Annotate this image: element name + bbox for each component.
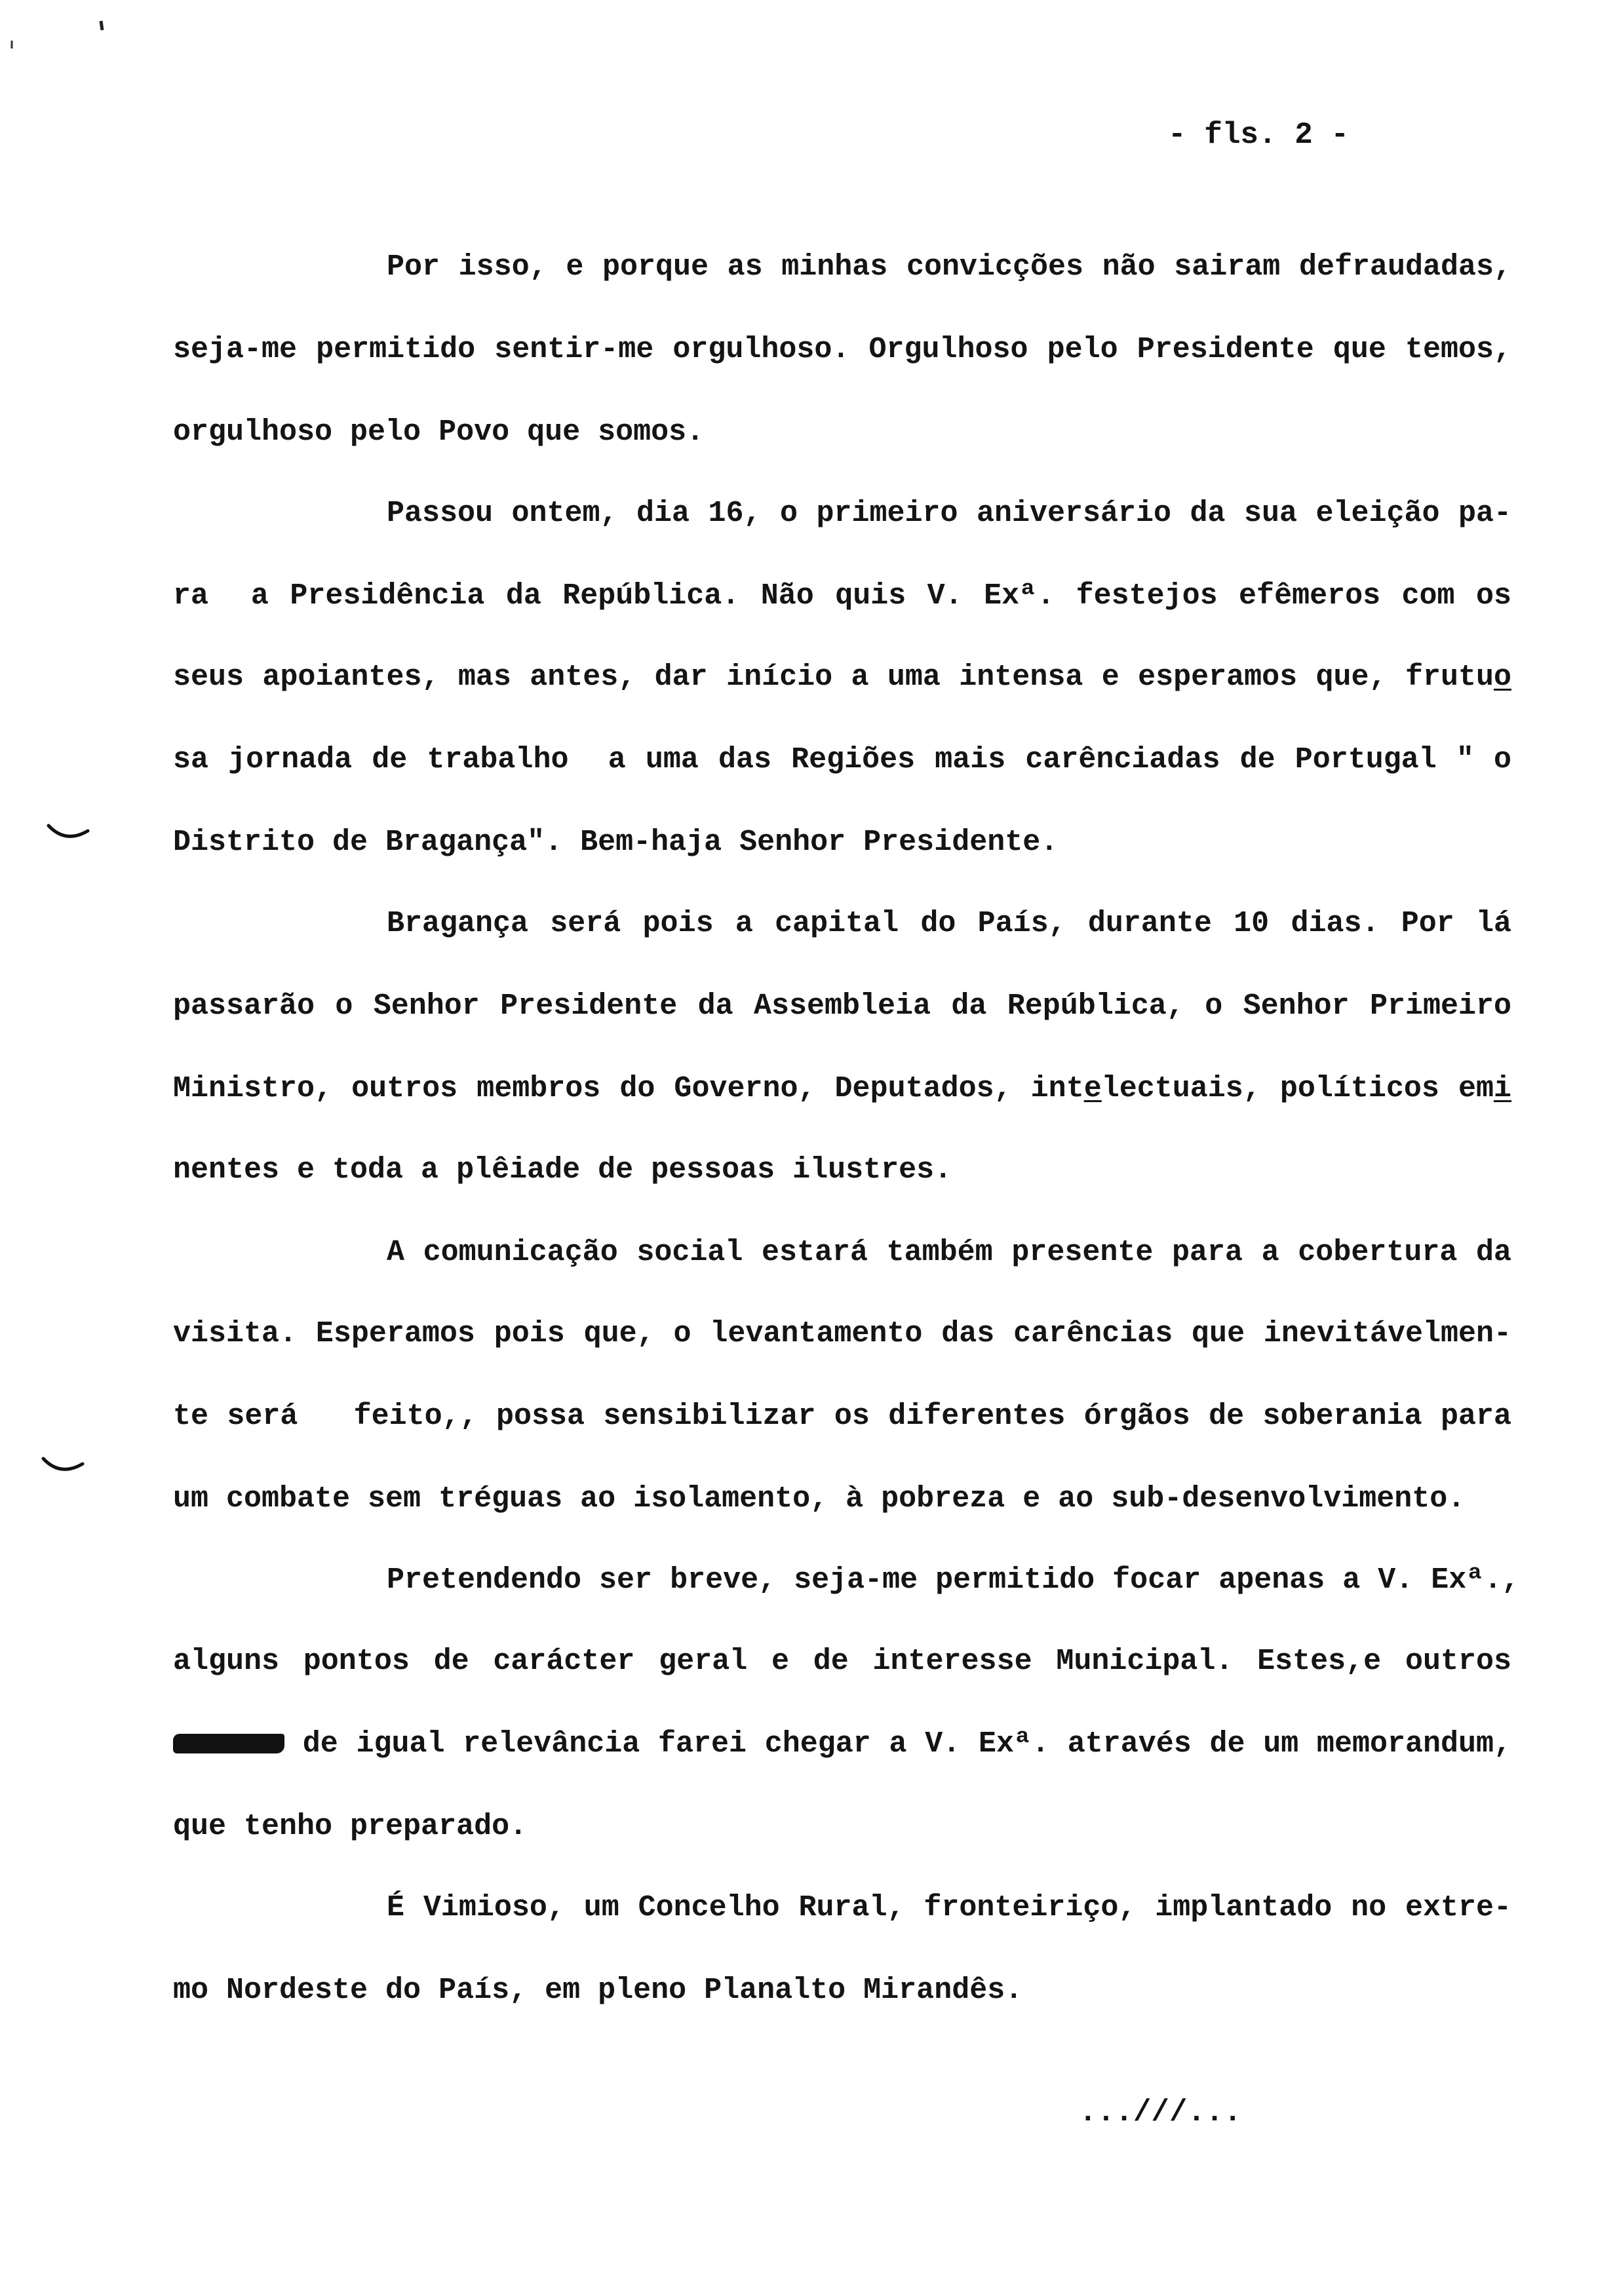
text-line: um combate sem tréguas ao isolamento, à pobreza e ao sub-desenvolvimento. xyxy=(173,1482,1466,1516)
text-line: seja-me permitido sentir-me orgulhoso. Orgulhoso pelo Presidente que temos, xyxy=(173,333,1511,366)
text-line: visita. Esperamos pois que, o levantamento das carências que inevitávelmen- xyxy=(173,1317,1511,1350)
text-line-part: lectuais, políticos em xyxy=(1101,1072,1494,1105)
margin-curve-mark xyxy=(46,820,92,847)
text-line xyxy=(173,660,1511,694)
text-line: Pretendendo ser breve, seja-me permitido focar apenas a V. Exª., xyxy=(387,1563,1520,1597)
text-line xyxy=(173,1727,1511,1761)
text-line: alguns pontos de carácter geral e de interesse Municipal. Estes,e outros xyxy=(173,1645,1511,1678)
continuation-mark: ...///... xyxy=(1079,2095,1242,2130)
text-line-part: seus apoiantes, mas antes, dar início a uma intensa e esperamos que, frutu xyxy=(173,660,1494,694)
text-line: te será feito,, possa sensibilizar os diferentes órgãos de soberania para xyxy=(173,1400,1511,1433)
text-line: sa jornada de trabalho a uma das Regiões mais carênciadas de Portugal " o xyxy=(173,743,1511,776)
underlined-letter: e xyxy=(1083,1072,1102,1105)
page-number: - fls. 2 - xyxy=(1168,118,1350,152)
struck-out-word xyxy=(173,1734,284,1753)
text-line: É Vimioso, um Concelho Rural, fronteiriço, implantado no extre- xyxy=(387,1891,1511,1924)
text-line: Por isso, e porque as minhas convicções não sairam defraudadas, xyxy=(387,250,1511,284)
text-line xyxy=(173,1072,1511,1105)
margin-tick-mark xyxy=(92,16,111,55)
text-line: orgulhoso pelo Povo que somos. xyxy=(173,415,705,449)
text-line: que tenho preparado. xyxy=(173,1810,528,1843)
text-line: Bragança será pois a capital do País, durante 10 dias. Por lá xyxy=(387,907,1511,940)
text-line: Passou ontem, dia 16, o primeiro aniversário da sua eleição pa- xyxy=(387,497,1511,530)
margin-curve-mark xyxy=(41,1453,87,1480)
text-line: Distrito de Bragança". Bem-haja Senhor Presidente. xyxy=(173,826,1059,859)
text-line-part: Ministro, outros membros do Governo, Deputados, int xyxy=(173,1072,1084,1105)
text-line: ra a Presidência da República. Não quis V. Exª. festejos efêmeros com os xyxy=(173,579,1511,613)
text-line: mo Nordeste do País, em pleno Planalto Mirandês. xyxy=(173,1974,1023,2007)
underlined-letter: i xyxy=(1493,1072,1511,1105)
underlined-letter: o xyxy=(1493,660,1511,694)
text-line-part: de igual relevância farei chegar a V. Exª. através de um memorandum, xyxy=(302,1727,1511,1761)
text-line: passarão o Senhor Presidente da Assembleia da República, o Senhor Primeiro xyxy=(173,989,1511,1023)
text-line: nentes e toda a plêiade de pessoas ilustres. xyxy=(173,1153,952,1187)
margin-dot-mark xyxy=(5,39,18,55)
text-line: A comunicação social estará também presente para a cobertura da xyxy=(387,1236,1511,1269)
